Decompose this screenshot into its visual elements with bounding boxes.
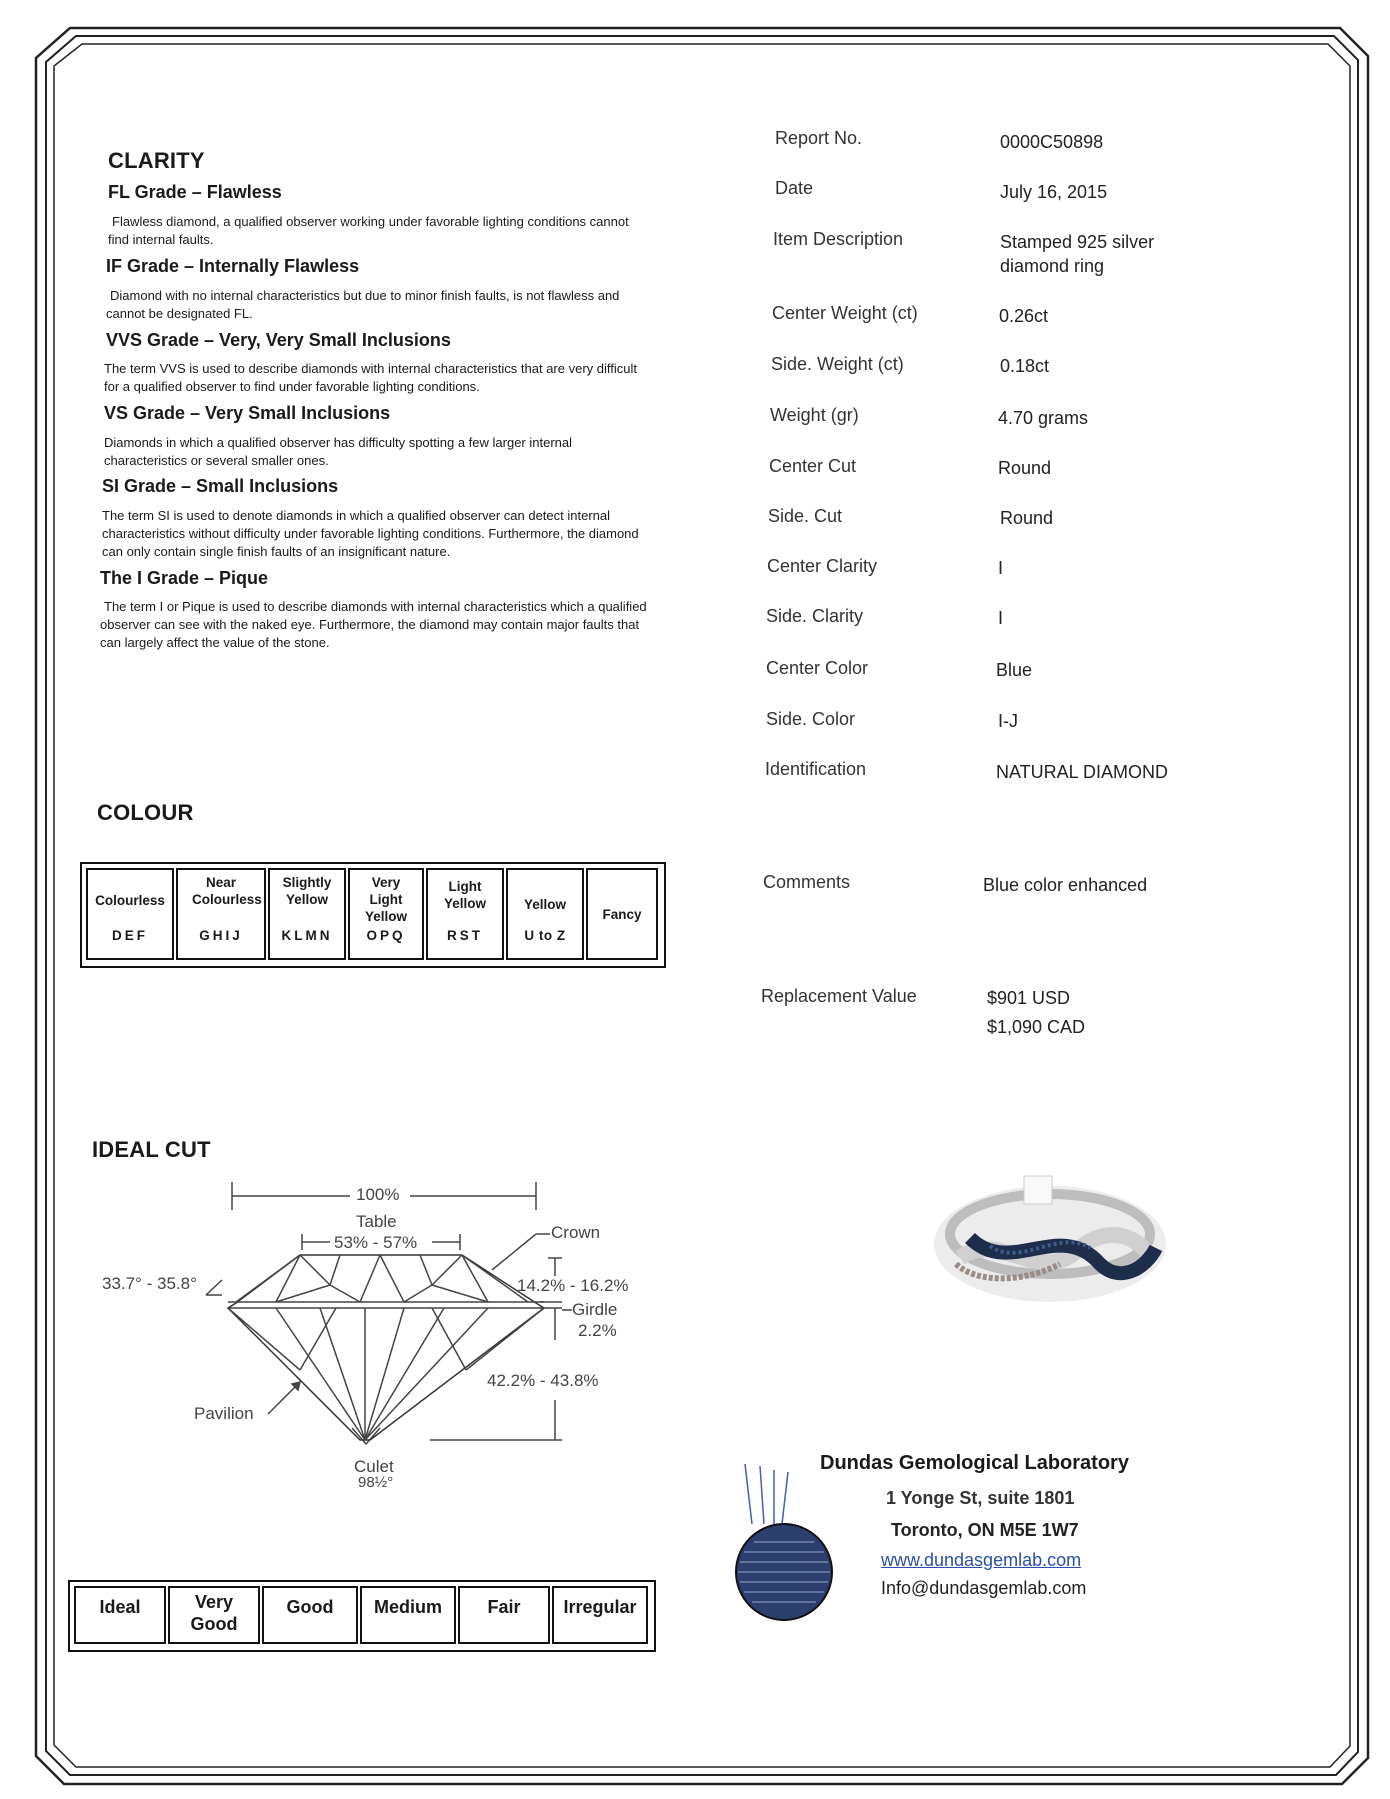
replacement-value-label: Replacement Value (761, 986, 917, 1006)
report-no-value: 0000C50898 (1000, 132, 1104, 152)
ideal-cut-title: IDEAL CUT (92, 1137, 211, 1162)
item-description-label: Item Description (773, 229, 904, 249)
side-weight-value: 0.18ct (1000, 356, 1050, 376)
girdle-pct-label: 2.2% (578, 1321, 617, 1340)
crown-label: Crown (551, 1223, 601, 1242)
girdle-label: Girdle (572, 1300, 618, 1319)
security-hologram-sticker-icon (730, 1462, 840, 1632)
grade-i-heading: The I Grade – Pique (100, 568, 269, 588)
cut-grade-very-good: Very Good (168, 1586, 260, 1644)
colour-cell-name: Near Colourless (192, 875, 262, 907)
colour-cell-name: Colourless (95, 893, 165, 908)
item-description-value-line2: diamond ring (1000, 256, 1105, 276)
side-clarity-label: Side. Clarity (766, 606, 864, 626)
lab-website-link[interactable]: www.dundasgemlab.com (881, 1550, 1082, 1570)
grade-if-heading: IF Grade – Internally Flawless (106, 256, 360, 276)
center-clarity-label: Center Clarity (767, 556, 878, 576)
lab-address-line1: 1 Yonge St, suite 1801 (886, 1488, 1075, 1508)
center-weight-label: Center Weight (ct) (772, 303, 918, 323)
center-clarity-value: I (998, 558, 1004, 578)
cut-grade-fair: Fair (458, 1586, 550, 1644)
grade-if-desc: Diamond with no internal characteristics but due to minor finish faults, is not flawless and cannot be designated FL. (106, 288, 620, 321)
date-value: July 16, 2015 (1000, 182, 1108, 202)
colour-cell-name: Yellow (523, 897, 567, 912)
side-color-value: I-J (998, 711, 1018, 731)
grade-i-desc: The term I or Pique is used to describe diamonds with internal characteristics which a qualified observer can see with the naked eye. Furthermore, the diamond may contain major faults that can largely affect the value of the stone. (100, 599, 647, 650)
culet-value-label: 98½° (358, 1474, 394, 1491)
cut-grade-ideal: Ideal (74, 1586, 166, 1644)
grade-si-desc: The term SI is used to denote diamonds in which a qualified observer can detect internal characteristics without difficulty under favorable lighting conditions. Furthermore, the diamond can only contain single finish faults of an insignificant nature. (102, 508, 639, 559)
side-clarity-value: I (998, 608, 1004, 628)
colour-cell-code: GHIJ (199, 928, 243, 943)
report-no-label: Report No. (775, 128, 863, 148)
replacement-usd: $901 USD (987, 988, 1071, 1008)
item-description-value: Stamped 925 silver (1000, 232, 1155, 252)
colour-cell-name: Very Light Yellow (364, 875, 408, 924)
grade-si-heading: SI Grade – Small Inclusions (102, 476, 339, 496)
center-color-label: Center Color (766, 658, 869, 678)
colour-cell-name: Fancy (602, 907, 642, 922)
weight-gr-label: Weight (gr) (770, 405, 859, 425)
width-label: 100% (356, 1185, 400, 1204)
colour-title: COLOUR (97, 800, 194, 825)
identification-value: NATURAL DIAMOND (996, 762, 1169, 782)
colour-cell-code: OPQ (366, 928, 406, 943)
grade-vvs-desc: The term VVS is used to describe diamonds with internal characteristics that are very difficult for a qualified observer to find under favorable lighting conditions. (104, 361, 637, 394)
weight-gr-value: 4.70 grams (998, 408, 1089, 428)
grade-vs-desc: Diamonds in which a qualified observer has difficulty spotting a few larger internal characteristics or several smaller ones. (104, 435, 573, 468)
comments-label: Comments (763, 872, 851, 892)
comments-value: Blue color enhanced (983, 875, 1148, 895)
grade-fl-desc: Flawless diamond, a qualified observer working under favorable lighting conditions cannot find internal faults. (108, 214, 629, 247)
cut-grade-good: Good (262, 1586, 358, 1644)
lab-email[interactable]: Info@dundasgemlab.com (881, 1578, 1087, 1598)
colour-cell-code: KLMN (281, 928, 333, 943)
colour-cell-code: U to Z (524, 928, 566, 943)
side-cut-label: Side. Cut (768, 506, 843, 526)
colour-cell-code: RST (447, 928, 483, 943)
culet-label: Culet (354, 1457, 394, 1476)
center-cut-value: Round (998, 458, 1052, 478)
colour-cell-name: Slightly Yellow (282, 875, 332, 907)
cut-grade-medium: Medium (360, 1586, 456, 1644)
crown-angle-label: 33.7° - 35.8° (102, 1274, 197, 1293)
lab-address-line2: Toronto, ON M5E 1W7 (891, 1520, 1079, 1540)
crown-height-label: 14.2% - 16.2% (517, 1276, 629, 1295)
colour-cell-code: DEF (112, 928, 148, 943)
side-cut-value: Round (1000, 508, 1054, 528)
side-weight-label: Side. Weight (ct) (771, 354, 904, 374)
date-label: Date (775, 178, 814, 198)
clarity-title: CLARITY (108, 148, 205, 173)
ring-photo (920, 1168, 1180, 1320)
identification-label: Identification (765, 759, 867, 779)
table-label: Table (356, 1212, 397, 1231)
center-color-value: Blue (996, 660, 1033, 680)
grade-fl-heading: FL Grade – Flawless (108, 182, 282, 202)
pavilion-depth-label: 42.2% - 43.8% (487, 1371, 599, 1390)
colour-cell-name: Light Yellow (443, 879, 487, 911)
center-cut-label: Center Cut (769, 456, 857, 476)
grade-vs-heading: VS Grade – Very Small Inclusions (104, 403, 391, 423)
grade-vvs-heading: VVS Grade – Very, Very Small Inclusions (106, 330, 451, 350)
cut-grade-irregular: Irregular (552, 1586, 648, 1644)
cut-grade-scale (68, 1580, 656, 1652)
replacement-cad: $1,090 CAD (987, 1017, 1086, 1037)
table-range-label: 53% - 57% (334, 1233, 418, 1252)
pavilion-label: Pavilion (194, 1404, 254, 1423)
center-weight-value: 0.26ct (999, 306, 1049, 326)
side-color-label: Side. Color (766, 709, 856, 729)
lab-name: Dundas Gemological Laboratory (820, 1452, 1129, 1474)
